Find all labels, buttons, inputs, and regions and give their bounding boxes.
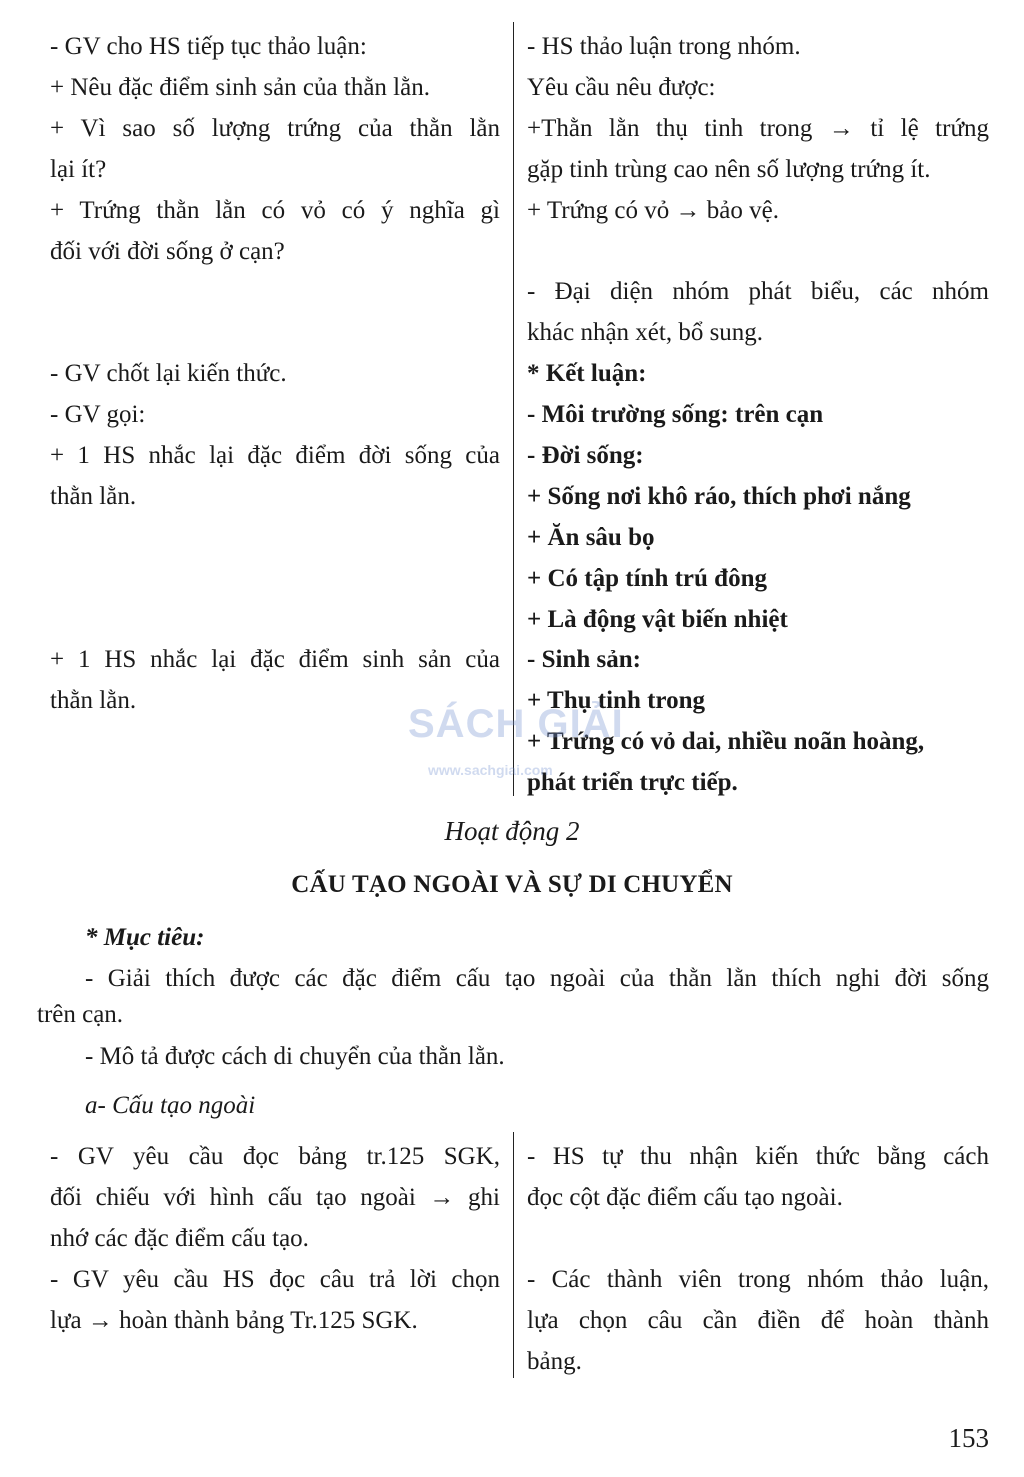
conclusion-line: + Là động vật biến nhiệt [527,606,788,633]
student-line: + Trứng có vỏ → bảo vệ. [527,197,779,224]
student-line: - Đại diện nhóm phát biểu, các nhóm [527,278,989,305]
student-column [527,30,989,800]
conclusion-line: + Trứng có vỏ dai, nhiều noãn hoàng, [527,728,925,755]
conclusion-line: - Đời sống: [527,442,644,469]
student-line: - HS thảo luận trong nhóm. [527,33,801,60]
teacher-line: - GV chốt lại kiến thức. [50,360,287,387]
objective-line: - Giải thích được các đặc điểm cấu tạo ngoài của thằn lằn thích nghi đời sống [85,965,989,992]
structure-table [0,1140,1024,1380]
page-number: 153 [948,1423,989,1453]
student-line: đọc cột đặc điểm cấu tạo ngoài. [527,1184,843,1211]
teacher-line: đối chiếu với hình cấu tạo ngoài → ghi [50,1184,500,1211]
column-divider [513,1132,514,1378]
subsection-heading: a- Cấu tạo ngoài [85,1092,256,1119]
teacher-line: nhớ các đặc điểm cấu tạo. [50,1225,309,1252]
teacher-line: + Vì sao số lượng trứng của thằn lằn [50,115,500,142]
conclusion-line: + Ăn sâu bọ [527,524,655,551]
activity-label: Hoạt động 2 [444,816,580,846]
conclusion-line: + Thụ tinh trong [527,687,705,714]
student-line: gặp tinh trùng cao nên số lượng trứng ít. [527,156,931,183]
student-column [527,1140,989,1380]
teacher-line: + Nêu đặc điểm sinh sản của thằn lằn. [50,74,430,101]
teacher-line: + Trứng thằn lằn có vỏ có ý nghĩa gì [50,197,500,224]
objectives-heading: * Mục tiêu: [85,924,205,951]
student-line: lựa chọn câu cần điền để hoàn thành [527,1307,989,1334]
teacher-column [50,1140,500,1380]
conclusion-line: + Có tập tính trú đông [527,565,767,592]
column-divider [513,22,514,796]
student-line: - Các thành viên trong nhóm thảo luận, [527,1266,989,1293]
teacher-line: - GV cho HS tiếp tục thảo luận: [50,33,367,60]
teacher-line: - GV gọi: [50,401,146,428]
teacher-column [50,30,500,800]
conclusion-line: - Sinh sản: [527,646,641,673]
student-line: - HS tự thu nhận kiến thức bằng cách [527,1143,989,1170]
teacher-line: thằn lằn. [50,483,137,510]
teacher-line: - GV yêu cầu HS đọc câu trả lời chọn [50,1266,500,1293]
teacher-line: đối với đời sống ở cạn? [50,238,285,265]
student-line: bảng. [527,1348,582,1375]
objective-line: trên cạn. [37,1001,124,1028]
teacher-line: lại ít? [50,156,107,183]
conclusion-line: - Môi trường sống: trên cạn [527,401,824,428]
student-line: khác nhận xét, bổ sung. [527,319,764,346]
teacher-line: + 1 HS nhắc lại đặc điểm đời sống của [50,442,500,469]
conclusion-line: + Sống nơi khô ráo, thích phơi nắng [527,483,911,510]
student-line: Yêu cầu nêu được: [527,74,716,101]
objective-line: - Mô tả được cách di chuyển của thằn lằn. [85,1043,505,1070]
student-line: +Thằn lằn thụ tinh trong → tỉ lệ trứng [527,115,989,142]
teacher-line: + 1 HS nhắc lại đặc điểm sinh sản của [50,646,500,673]
teacher-line: thằn lằn. [50,687,137,714]
teacher-line: lựa → hoàn thành bảng Tr.125 SGK. [50,1307,418,1334]
watermark-url: www.sachgiai.com [428,762,553,778]
conclusion-heading: * Kết luận: [527,360,647,387]
watermark-brand: SÁCH GIẢI [408,702,624,746]
conclusion-line: phát triển trực tiếp. [527,769,738,796]
activity-title: CẤU TẠO NGOÀI VÀ SỰ DI CHUYỂN [291,871,733,898]
teacher-line: - GV yêu cầu đọc bảng tr.125 SGK, [50,1143,500,1170]
discussion-table [0,30,1024,800]
